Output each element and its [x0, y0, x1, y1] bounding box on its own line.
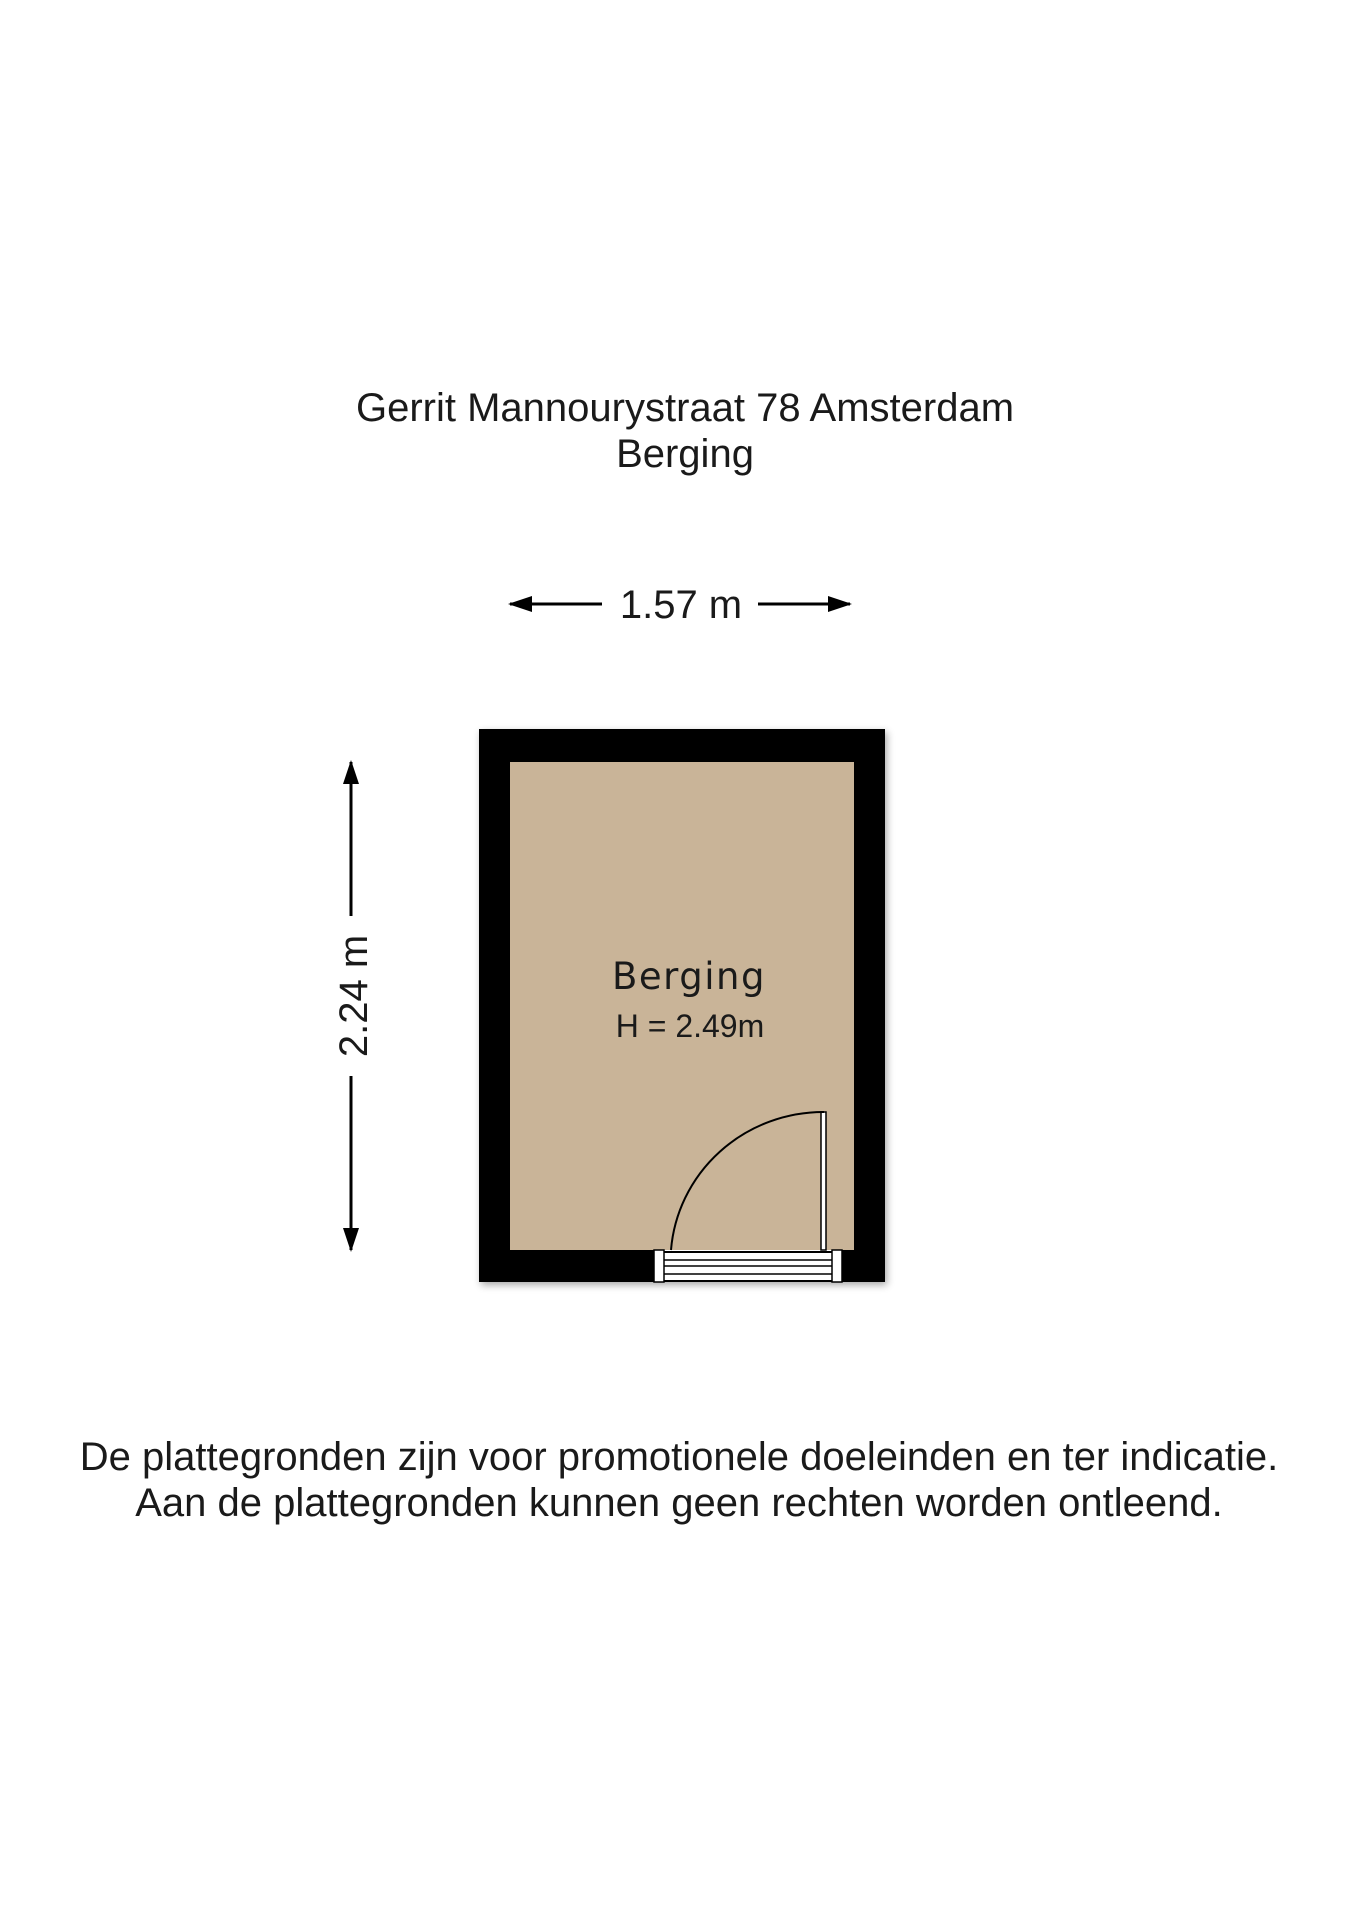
depth-arrow-down-icon [343, 1228, 359, 1252]
depth-arrow-up-icon [343, 760, 359, 784]
width-dimension [508, 583, 852, 627]
room-name-label: Berging [612, 955, 766, 998]
width-arrow-right-icon [828, 596, 852, 612]
depth-dimension [332, 760, 376, 1252]
disclaimer-line-1: De plattegronden zijn voor promotionele doeleinden en ter indicatie. [79, 1435, 1279, 1479]
width-arrow-left-icon [508, 596, 532, 612]
floor-subtitle: Berging [616, 432, 754, 476]
depth-label: 2.24 m [332, 934, 376, 1058]
address-title: Gerrit Mannourystraat 78 Amsterdam [355, 386, 1015, 430]
disclaimer [0, 1434, 1358, 1526]
room-berging [479, 729, 885, 1282]
disclaimer-line-2: Aan de plattegronden kunnen geen rechten worden ontleend. [135, 1481, 1223, 1525]
door-leaf [821, 1112, 826, 1250]
room-height-label: H = 2.49m [615, 1008, 765, 1044]
room-floor [510, 762, 854, 1250]
width-label: 1.57 m [619, 583, 743, 627]
